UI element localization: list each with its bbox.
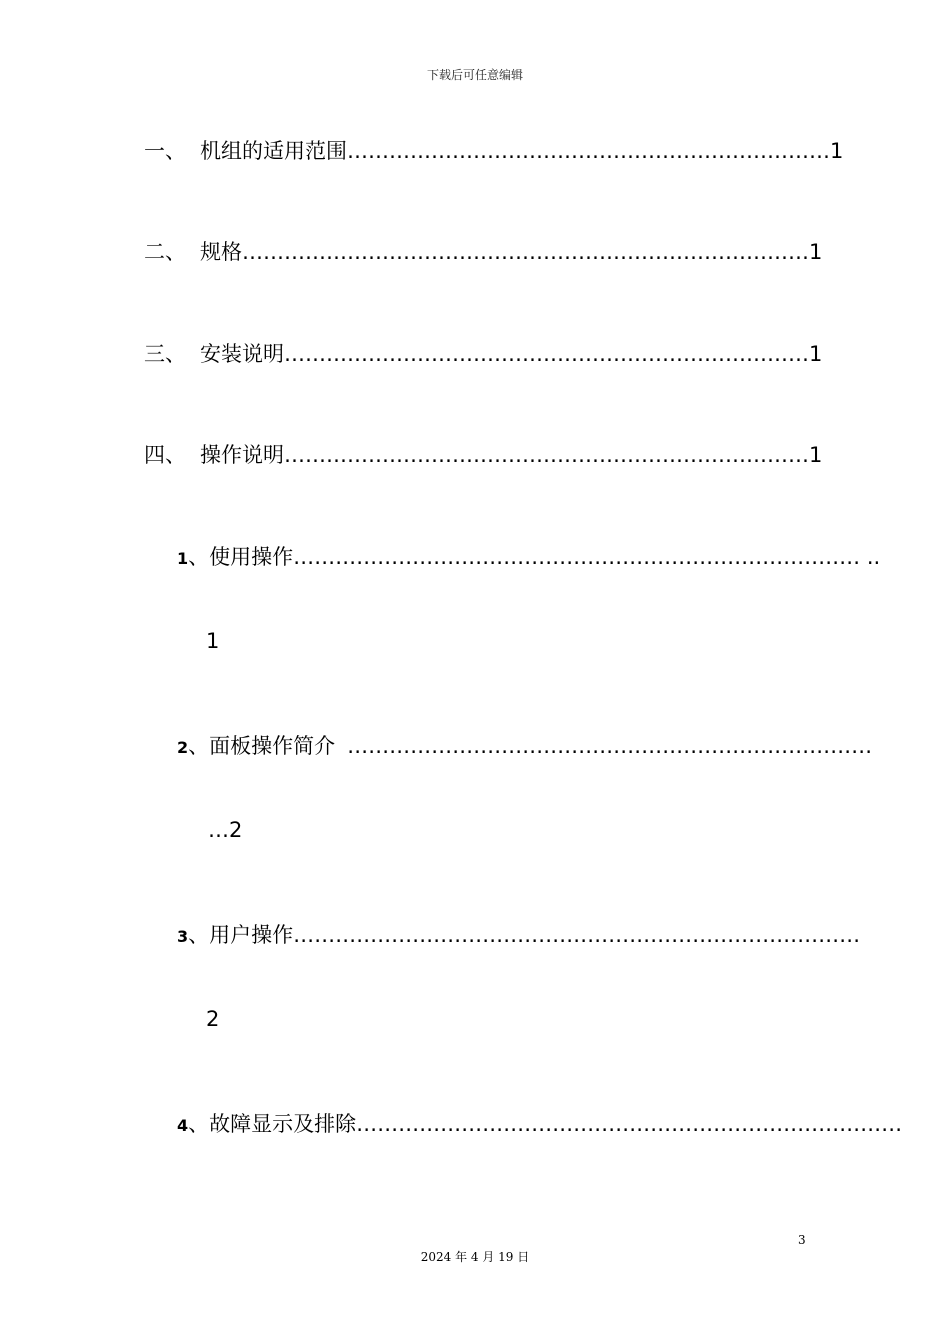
toc-entry-number: 一、	[144, 139, 186, 163]
toc-subentry-number: 4	[177, 1116, 189, 1135]
toc-subentry-title: 、用户操作	[188, 923, 294, 947]
toc-entry-title: 安装说明	[200, 342, 284, 366]
toc-entry-page: 1	[809, 443, 823, 467]
toc-entry-page: 1	[809, 240, 823, 264]
toc-entry-title: 机组的适用范围	[200, 139, 347, 163]
toc-entry-leader: …………………………………………………………………	[284, 342, 809, 366]
toc-entry-number: 二、	[144, 240, 186, 264]
toc-subentry-number: 2	[177, 738, 189, 757]
page-number: 3	[798, 1233, 806, 1247]
toc-entry[interactable]	[144, 137, 843, 165]
toc-subentry-page: 2	[206, 1007, 220, 1031]
toc-subentry[interactable]	[177, 732, 872, 762]
toc-entry-leader: ………………………………………………………………………	[242, 240, 809, 264]
toc-subentry-number: 3	[177, 927, 189, 946]
toc-subentry-title: 、面板操作简介	[188, 734, 336, 758]
toc-entry-title: 操作说明	[200, 443, 284, 467]
toc-subentry-page: …2	[208, 818, 243, 842]
toc-subentry-title: 、故障显示及排除	[188, 1112, 357, 1136]
toc-entry-number: 三、	[144, 342, 186, 366]
toc-entry-number: 四、	[144, 443, 186, 467]
toc-subentry-leader: …………………………………………………………………	[347, 734, 873, 758]
toc-subentry-leader: ………………………………………………………………………	[293, 923, 861, 947]
toc-subentry[interactable]	[177, 543, 880, 573]
toc-subentry-number: 1	[177, 549, 189, 568]
toc-entry-page: 1	[809, 342, 823, 366]
toc-entry[interactable]	[144, 441, 822, 469]
toc-entry-leader: …………………………………………………………………	[284, 443, 809, 467]
toc-subentry-page: 1	[206, 629, 220, 653]
toc-entry[interactable]	[144, 340, 822, 368]
toc-entry-page: 1	[830, 139, 844, 163]
toc-subentry-leader: ……………………………………………………………………	[356, 1112, 903, 1136]
toc-subentry-title: 、使用操作	[188, 545, 294, 569]
page-header: 下载后可任意编辑	[426, 68, 523, 82]
toc-subentry[interactable]	[177, 1110, 902, 1140]
toc-entry-leader: ……………………………………………………………	[347, 139, 830, 163]
footer-date: 2024 年 4 月 19 日	[420, 1250, 530, 1264]
toc-subentry-leader: ……………………………………………………………………… ..	[293, 545, 881, 569]
toc-entry-title: 规格	[200, 240, 242, 264]
toc-entry[interactable]	[144, 238, 822, 266]
toc-subentry[interactable]	[177, 921, 860, 951]
